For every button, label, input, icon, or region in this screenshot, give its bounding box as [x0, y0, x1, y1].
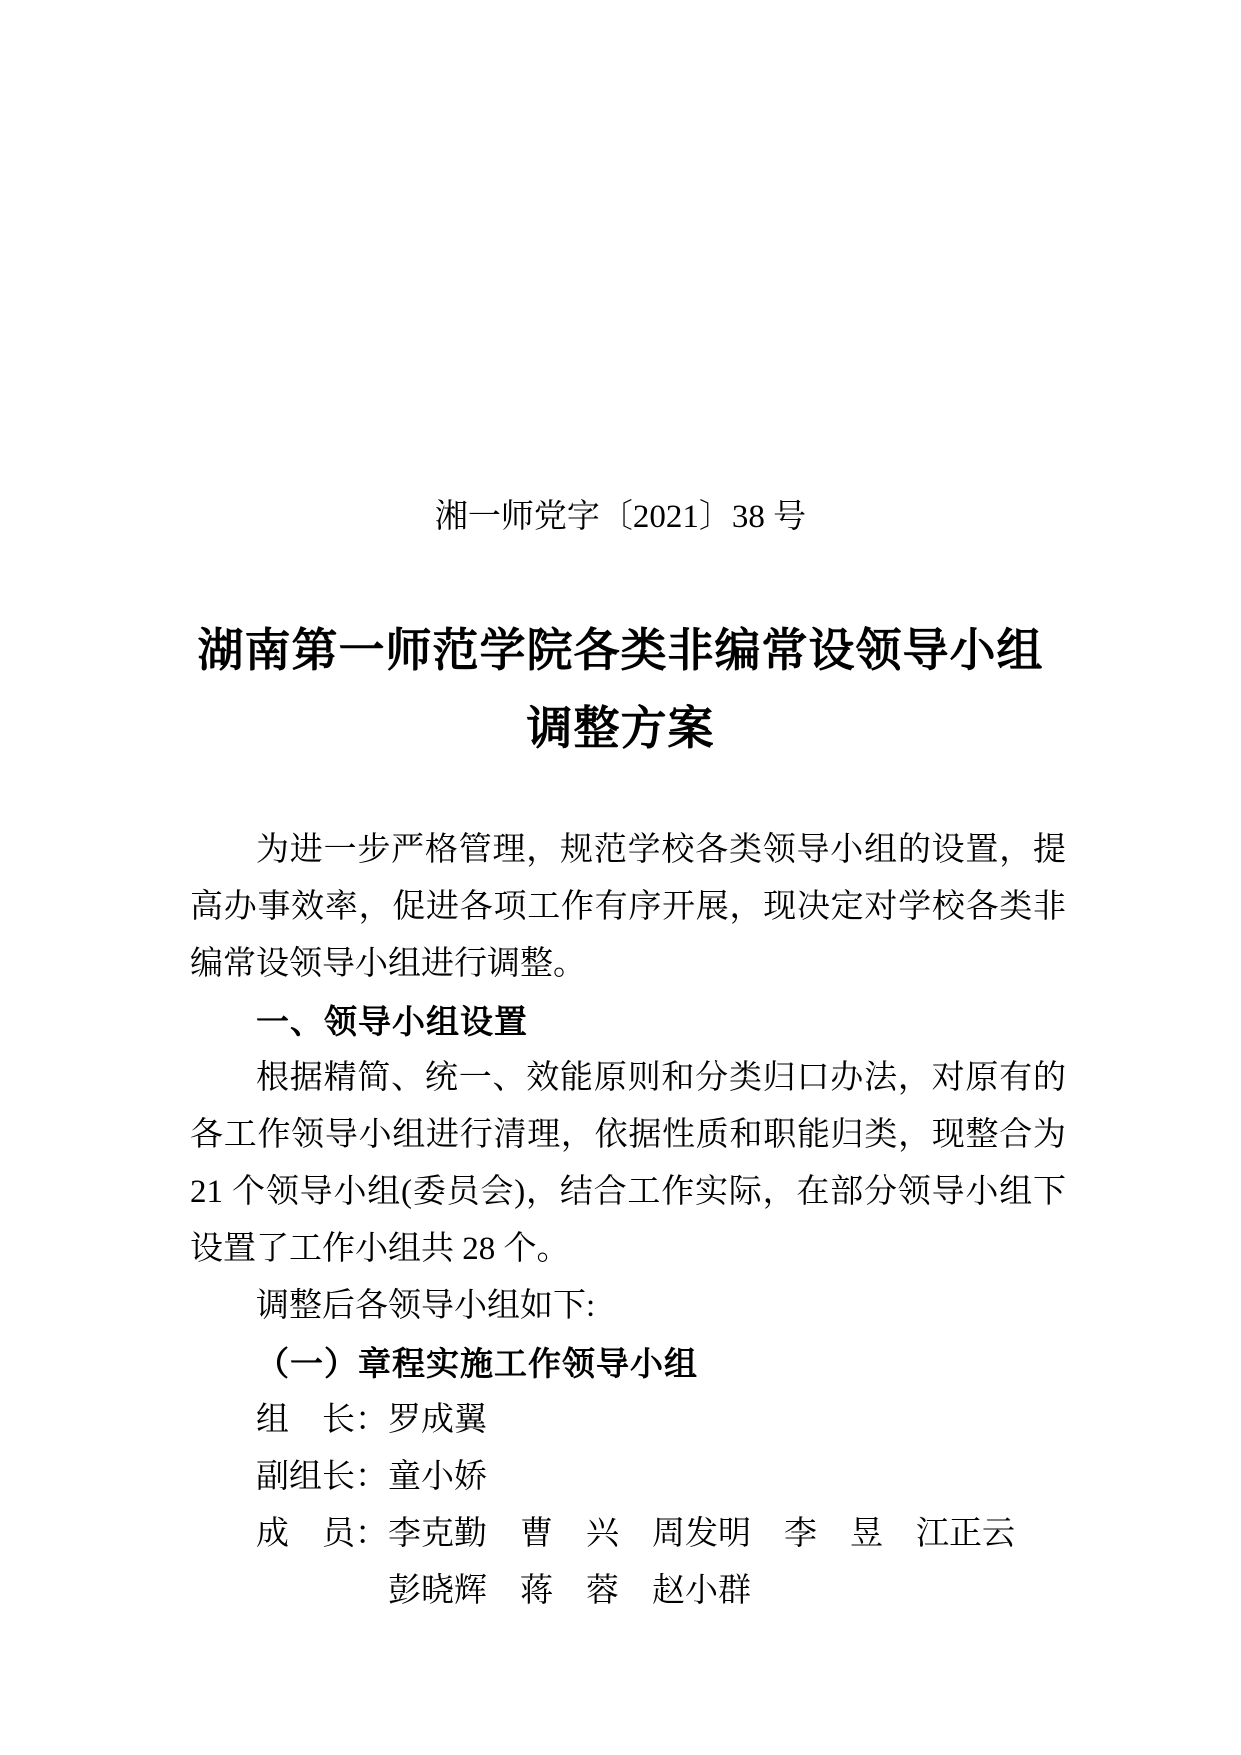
para2-line4: 设置了工作小组共 28 个。 — [190, 1231, 570, 1267]
para1-line3: 编常设领导小组进行调整。 — [190, 946, 586, 982]
para2-line1: 根据精简、统一、效能原则和分类归口办法，对原有的 — [256, 1060, 1066, 1096]
section-heading-1: 一、领导小组设置 — [256, 1003, 528, 1040]
doc-number: 湘一师党字〔2021〕38 号 — [434, 499, 807, 535]
group1-members-line1: 成 员：李克勤 曹 兴 周发明 李 昱 江正云 — [256, 1516, 1015, 1552]
para2-line3: 21 个领导小组(委员会)，结合工作实际，在部分领导小组下 — [190, 1174, 1066, 1210]
group1-heading: （一）章程实施工作领导小组 — [256, 1345, 698, 1382]
para1-line1: 为进一步严格管理，规范学校各类领导小组的设置，提 — [256, 832, 1066, 868]
group1-members-line2: 彭晓辉 蒋 蓉 赵小群 — [388, 1573, 751, 1609]
para3: 调整后各领导小组如下: — [256, 1288, 596, 1324]
title-line-1: 湖南第一师范学院各类非编常设领导小组 — [197, 625, 1044, 676]
group1-deputy: 副组长：童小娇 — [256, 1459, 487, 1495]
title-line-2: 调整方案 — [526, 703, 715, 754]
para1-line2: 高办事效率，促进各项工作有序开展，现决定对学校各类非 — [190, 889, 1066, 925]
group1-leader: 组 长：罗成翼 — [256, 1402, 487, 1438]
document-body — [190, 822, 1066, 1620]
document-title — [0, 612, 1241, 768]
para2-line2: 各工作领导小组进行清理，依据性质和职能归类，现整合为 — [190, 1117, 1066, 1153]
